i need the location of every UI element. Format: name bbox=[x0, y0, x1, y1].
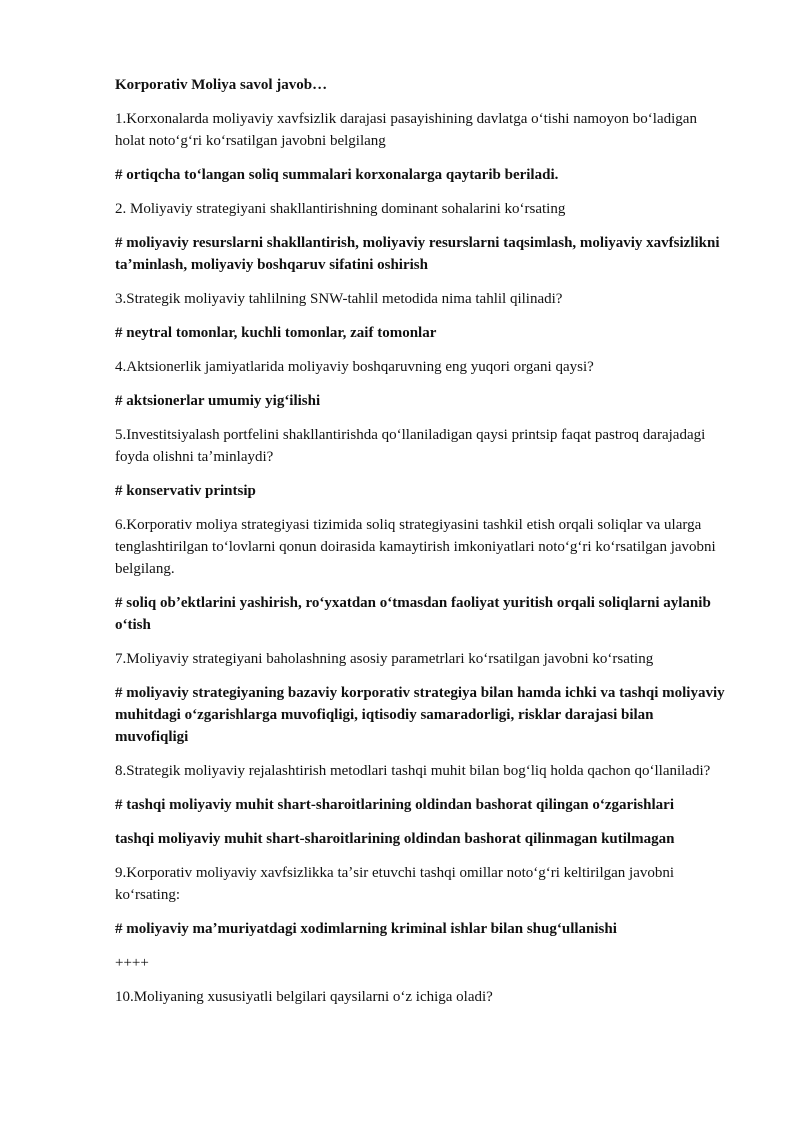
question-10: 10.Moliyaning xususiyatli belgilari qaysilarni oʻz ichiga oladi? bbox=[115, 989, 493, 1005]
answer-3: # neytral tomonlar, kuchli tomonlar, zaif tomonlar bbox=[115, 325, 437, 341]
question-2: 2. Moliyaviy strategiyani shakllantirishning dominant sohalarini koʻrsating bbox=[115, 201, 566, 217]
answer-8-continued: tashqi moliyaviy muhit shart-sharoitlarining oldindan bashorat qilinmagan kutilmagan bbox=[115, 831, 675, 847]
answer-1: # ortiqcha toʻlangan soliq summalari korxonalarga qaytarib beriladi. bbox=[115, 167, 559, 183]
question-5: 5.Investitsiyalash portfelini shakllantirishda qoʻllaniladigan qaysi printsip faqat pastroq darajadagi foyda olishni taʼminlaydi? bbox=[115, 427, 706, 465]
answer-7: # moliyaviy strategiyaning bazaviy korporativ strategiya bilan hamda ichki va tashqi moliyaviy muhitdagi oʻzgarishlarga muvofiqligi, iqtisodiy samaradorligi, risklar darajasi bilan muvofiqligi bbox=[115, 685, 725, 745]
question-4: 4.Aktsionerlik jamiyatlarida moliyaviy boshqaruvning eng yuqori organi qaysi? bbox=[115, 359, 594, 375]
answer-9: # moliyaviy maʼmuriyatdagi xodimlarning kriminal ishlar bilan shugʻullanishi bbox=[115, 921, 617, 937]
question-7: 7.Moliyaviy strategiyani baholashning asosiy parametrlari koʻrsatilgan javobni koʻrsating bbox=[115, 651, 654, 667]
question-9: 9.Korporativ moliyaviy xavfsizlikka taʼsir etuvchi tashqi omillar notoʻgʻri keltirilgan javobni koʻrsating: bbox=[115, 865, 675, 903]
question-8: 8.Strategik moliyaviy rejalashtirish metodlari tashqi muhit bilan bogʻliq holda qachon qoʻllaniladi? bbox=[115, 763, 711, 779]
answer-6: # soliq obʼektlarini yashirish, roʻyxatdan oʻtmasdan faoliyat yuritish orqali soliqlarni aylanib oʻtish bbox=[115, 595, 711, 633]
document-title: Korporativ Moliya savol javob… bbox=[115, 77, 328, 93]
answer-8: # tashqi moliyaviy muhit shart-sharoitlarining oldindan bashorat qilingan oʻzgarishlari bbox=[115, 797, 674, 813]
answer-4: # aktsionerlar umumiy yigʻilishi bbox=[115, 393, 321, 409]
question-6: 6.Korporativ moliya strategiyasi tizimida soliq strategiyasini tashkil etish orqali soliqlar va ularga tenglashtirilgan toʻlovlarni qonun doirasida kamaytirish imkoniyatlari notoʻgʻri koʻrsatilgan javobni belgilang. bbox=[115, 517, 716, 577]
question-1: 1.Korxonalarda moliyaviy xavfsizlik darajasi pasayishining davlatga oʻtishi namoyon boʻladigan holat notoʻgʻri koʻrsatilgan javobni belgilang bbox=[115, 111, 697, 149]
separator-text: ++++ bbox=[115, 955, 149, 971]
question-3: 3.Strategik moliyaviy tahlilning SNW-tahlil metodida nima tahlil qilinadi? bbox=[115, 291, 563, 307]
answer-2: # moliyaviy resurslarni shakllantirish, moliyaviy resurslarni taqsimlash, moliyaviy xavfsizlikni taʼminlash, moliyaviy boshqaruv sifatini oshirish bbox=[115, 235, 720, 273]
answer-5: # konservativ printsip bbox=[115, 483, 256, 499]
